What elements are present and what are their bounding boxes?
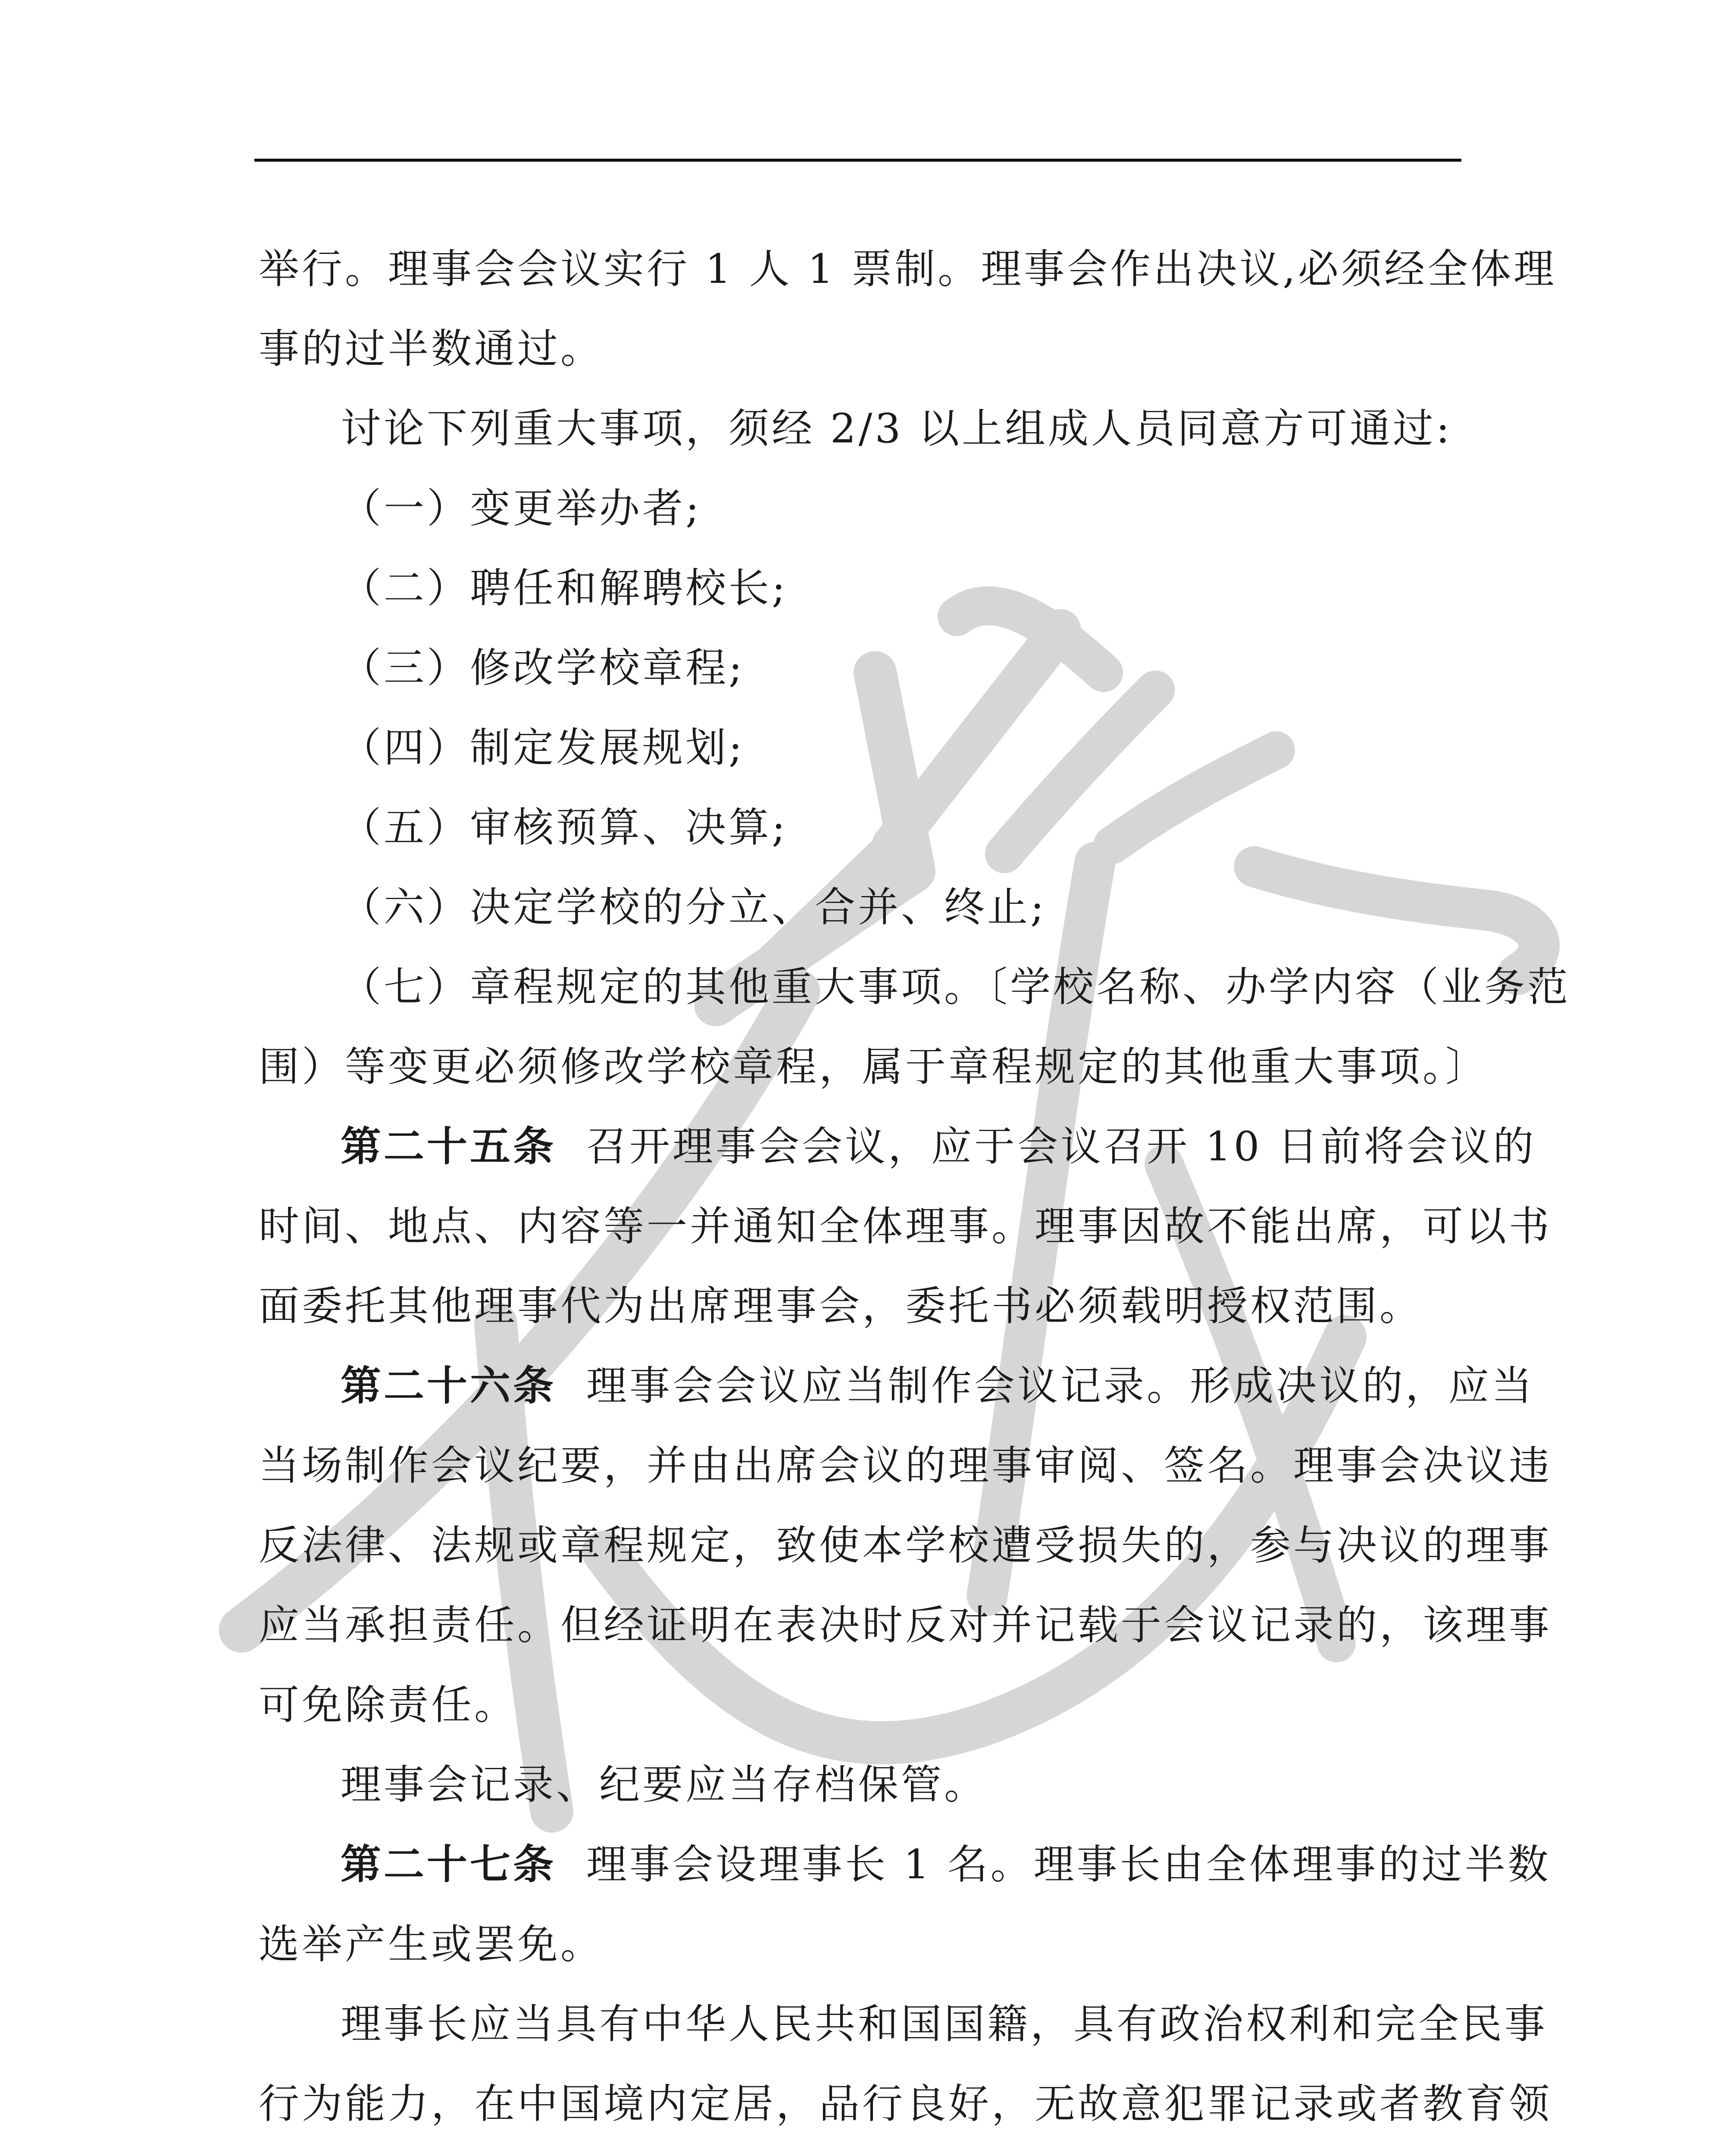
body-line: 当场制作会议纪要，并由出席会议的理事审阅、签名。理事会决议违	[259, 1442, 1552, 1489]
list-item: （三）修改学校章程;	[341, 645, 745, 692]
list-item: （五）审核预算、决算;	[341, 804, 788, 851]
article-text: 理事会设理事长 1 名。理事长由全体理事的过半数	[586, 1841, 1551, 1888]
header-rule	[254, 159, 1461, 162]
article-text: 召开理事会会议，应于会议召开 10 日前将会议的	[586, 1123, 1536, 1170]
body-line: 围）等变更必须修改学校章程，属于章程规定的其他重大事项。〕	[259, 1044, 1489, 1091]
body-line: 事的过半数通过。	[259, 326, 604, 373]
body-line: 可免除责任。	[259, 1682, 518, 1729]
list-item: （二）聘任和解聘校长;	[341, 565, 788, 612]
article-27	[341, 1837, 1551, 1893]
body-line: 反法律、法规或章程规定，致使本学校遭受损失的，参与决议的理事	[259, 1522, 1552, 1569]
body-line: 面委托其他理事代为出席理事会，委托书必须载明授权范围。	[259, 1283, 1423, 1330]
body-line: 理事会记录、纪要应当存档保管。	[341, 1761, 988, 1808]
article-text: 理事会会议应当制作会议记录。形成决议的，应当	[586, 1363, 1535, 1410]
article-26	[341, 1358, 1535, 1414]
body-line: 选举产生或罢免。	[259, 1921, 604, 1968]
list-item: （七）章程规定的其他重大事项。〔学校名称、办学内容（业务范	[341, 964, 1571, 1011]
article-25	[341, 1119, 1536, 1175]
body-line: 时间、地点、内容等一并通知全体理事。理事因故不能出席，可以书	[259, 1203, 1552, 1250]
body-line: 理事长应当具有中华人民共和国国籍，具有政治权利和完全民事	[341, 2001, 1548, 2048]
body-line: 行为能力，在中国境内定居，品行良好，无故意犯罪记录或者教育领	[259, 2081, 1552, 2128]
list-item: （四）制定发展规划;	[341, 724, 745, 771]
article-label: 第二十七条	[341, 1841, 557, 1888]
list-item: （一）变更举办者;	[341, 485, 702, 532]
body-line: 讨论下列重大事项，须经 2/3 以上组成人员同意方可通过:	[341, 405, 1452, 452]
list-item: （六）决定学校的分立、合并、终止;	[341, 884, 1047, 931]
article-label: 第二十六条	[341, 1363, 557, 1410]
body-line: 应当承担责任。但经证明在表决时反对并记载于会议记录的，该理事	[259, 1602, 1552, 1649]
article-label: 第二十五条	[341, 1123, 557, 1170]
body-line: 举行。理事会会议实行 1 人 1 票制。理事会作出决议,必须经全体理	[259, 246, 1557, 293]
